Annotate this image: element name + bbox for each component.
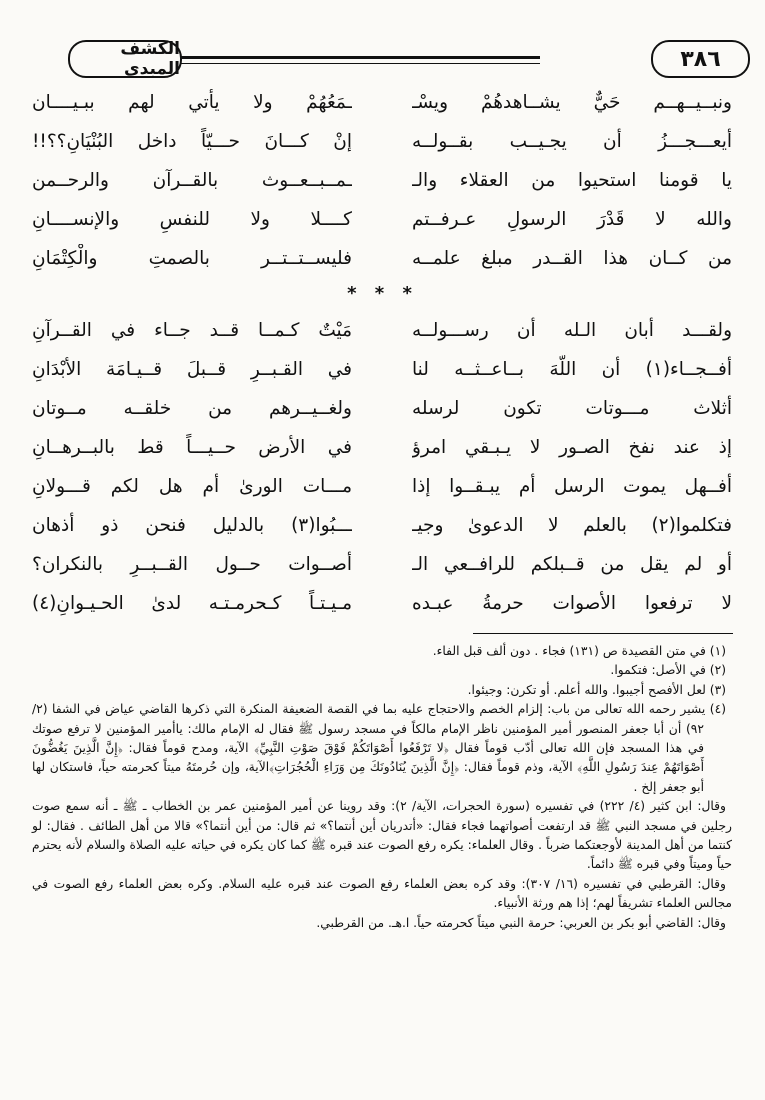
page-header xyxy=(28,40,750,78)
verse-second-hemistich: في الأرض حــيـــاً قط بالبــرهــانِ xyxy=(32,437,352,458)
poem-verse xyxy=(32,166,732,205)
poem-block-2 xyxy=(32,316,732,628)
footnote-3: (٣) لعل الأفصح أجيبوا. والله أعلم. أو تكرن: وجيئوا. xyxy=(467,682,726,697)
footnote-4-ibn-arabi: وقال: القاضي أبو بكر بن العربي: حرمة النبي ميتاً كحرمته حياً. ا.هـ. من القرطبي. xyxy=(316,915,726,930)
verse-first-hemistich: أيعـــجـــزُ أن يجـيــب بقــولــه xyxy=(412,131,732,152)
footnote-separator xyxy=(473,633,733,634)
footnote-4: (٤) يشير رحمه الله تعالى من باب: إلزام الخصم والاحتجاج عليه بما في القصة الضعيفة المنكرة التي ذكرها القاضي عياض في الشفا (٢/ ٩٢) أن أبا جعفر المنصور أمير المؤمنين ناظر الإمام مالكاً في مسجد رسول ﷺ فقال له الإمام مالك: ياأمير المؤمنين لا ترفع صوتك في هذا المسجد فإن الله تعالى أدّب قوماً فقال ﴿لا تَرْفَعُوا أَصْوَاتَكُمْ فَوْقَ صَوْتِ النَّبِيِّ﴾ الآية، ومدح قوماً فقال: ﴿إِنَّ الَّذِينَ يَغُضُّونَ أَصْوَاتَهُمْ عِندَ رَسُولِ اللَّهِ﴾ الآية، وذم قوماً فقال: ﴿إِنَّ الَّذِينَ يُنَادُونَكَ مِن وَرَاءِ الْحُجُرَاتِ﴾الآية، وإن حُرمتَهُ ميتاً كحرمته حياً، فاستكان لها أبو جعفر إلخ . xyxy=(32,702,726,794)
verse-second-hemistich: مَيْتٌ كـمــا قــد جــاء في القــرآنِ xyxy=(32,320,352,341)
verse-first-hemistich: أفــهل يموت الرسل أم يبـقــوا إذا xyxy=(412,476,732,497)
poem-verse xyxy=(32,394,732,433)
section-separator: * * * xyxy=(347,283,418,304)
footnote-2: (٢) في الأصل: فتكموا. xyxy=(610,663,726,678)
footnote-4-qurtubi: وقال: القرطبي في تفسيره (١٦/ ٣٠٧): وقد كره بعض العلماء رفع الصوت عند قبره عليه السلام. وكره بعض العلماء رفع الصوت في مجالس العلماء تشريفاً لهم؛ إذا هم ورثة الأنبياء. xyxy=(32,876,732,911)
verse-first-hemistich: أو لم يقل من قــبلكم للرافــعي الـ xyxy=(412,554,732,575)
verse-first-hemistich: ولقـــد أبان الـله أن رســـولــه xyxy=(412,320,732,341)
verse-first-hemistich: لا ترفعوا الأصوات حرمةُ عبـده xyxy=(412,593,732,614)
verse-first-hemistich: والله لا قَدْرَ الرسولِ عـرفــتم xyxy=(412,209,732,230)
poem-verse xyxy=(32,472,732,511)
footnote-4-ibn-kathir: وقال: ابن كثير (٤/ ٢٢٢) في تفسيره (سورة الحجرات، الآية/ ٢): وقد روينا عن أمير المؤمنين عمر بن الخطاب ـ ﷺ ـ أنه سمع صوت رجلين في مسجد النبي ﷺ قد ارتفعت أصواتهما فجاء فقال: «أتدريان أين أنتما؟» ثم قال: من أين أنتما؟» قالا من أهل الطائف . فقال: لو كنتما من أهل المدينة لأوجعتكما ضرباً . وقال العلماء: يكره رفع الصوت عند قبره ﷺ كما كان يكره في حياته عليه الصلاة والسلام لأنه يحترم حياً وميتاً وفي قبره ﷺ دائماً. xyxy=(32,799,732,872)
poem-verse xyxy=(32,355,732,394)
verse-first-hemistich: من كــان هذا القــدر مبلغ علمــه xyxy=(412,248,732,269)
poem-verse xyxy=(32,589,732,628)
poem-block-1 xyxy=(32,88,732,283)
poem-verse xyxy=(32,88,732,127)
verse-second-hemistich: مـيـتـاً كـحرمـتـه لدىٰ الحـيـوانِ(٤) xyxy=(32,593,352,614)
verse-first-hemistich: ونبــيــهــم حَيٌّ يشــاهدهُمْ ويسْـ xyxy=(412,92,732,113)
book-title: الكشف المبدي xyxy=(68,40,182,78)
poem-verse xyxy=(32,244,732,283)
verse-first-hemistich: فتكلموا(٢) بالعلم لا الدعوىٰ وجيـ xyxy=(412,515,732,536)
verse-second-hemistich: ـمَعُهُمْ ولا يأتي لهم ببـيــــان xyxy=(32,92,352,113)
header-rule-thin xyxy=(153,63,540,64)
verse-second-hemistich: ولغــيــرهم من خلقــه مــوتان xyxy=(32,398,352,419)
poem-verse xyxy=(32,127,732,166)
footnotes xyxy=(32,642,732,933)
verse-first-hemistich: يا قومنا استحيوا من العقلاء والـ xyxy=(412,170,732,191)
verse-second-hemistich: فليســتــتــر بالصمتِ والْكِتْمَانِ xyxy=(32,248,352,269)
verse-first-hemistich: أثلاث مـــوتات تكون لرسله xyxy=(412,398,732,419)
verse-second-hemistich: كــــلا ولا للنفسِ والإنســــانِ xyxy=(32,209,352,230)
verse-second-hemistich: ـمــبــعــوث بالقــرآن والرحــمن xyxy=(32,170,352,191)
verse-second-hemistich: إنْ كـــانَ حـــيّاً داخل البُنْيَانِ؟؟!! xyxy=(32,131,352,152)
poem-verse xyxy=(32,433,732,472)
verse-first-hemistich: أفــجــاء(١) أن اللّهَ بــاعــثــه لنا xyxy=(412,359,732,380)
footnote-1: (١) في متن القصيدة ص (١٣١) فجاء . دون ألف قبل الفاء. xyxy=(432,644,726,658)
verse-second-hemistich: ـــبُوا(٣) بالدليل فنحن ذو أذهان xyxy=(32,515,352,536)
header-rule xyxy=(153,56,540,59)
poem-verse xyxy=(32,205,732,244)
poem-verse xyxy=(32,550,732,589)
poem-verse xyxy=(32,511,732,550)
poem-verse xyxy=(32,316,732,355)
verse-second-hemistich: مـــات الورىٰ أم هل لكم قـــولانِ xyxy=(32,476,352,497)
verse-second-hemistich: في القـبــرِ قــبلَ قــيـامَة الأبْدَانِ xyxy=(32,359,352,380)
verse-second-hemistich: أصــوات حــول القــبــرِ بالنكران؟ xyxy=(32,554,352,575)
page-number: ٣٨٦ xyxy=(651,40,750,78)
verse-first-hemistich: إذ عند نفخ الصـور لا يـبـقي امرؤ xyxy=(412,437,732,458)
